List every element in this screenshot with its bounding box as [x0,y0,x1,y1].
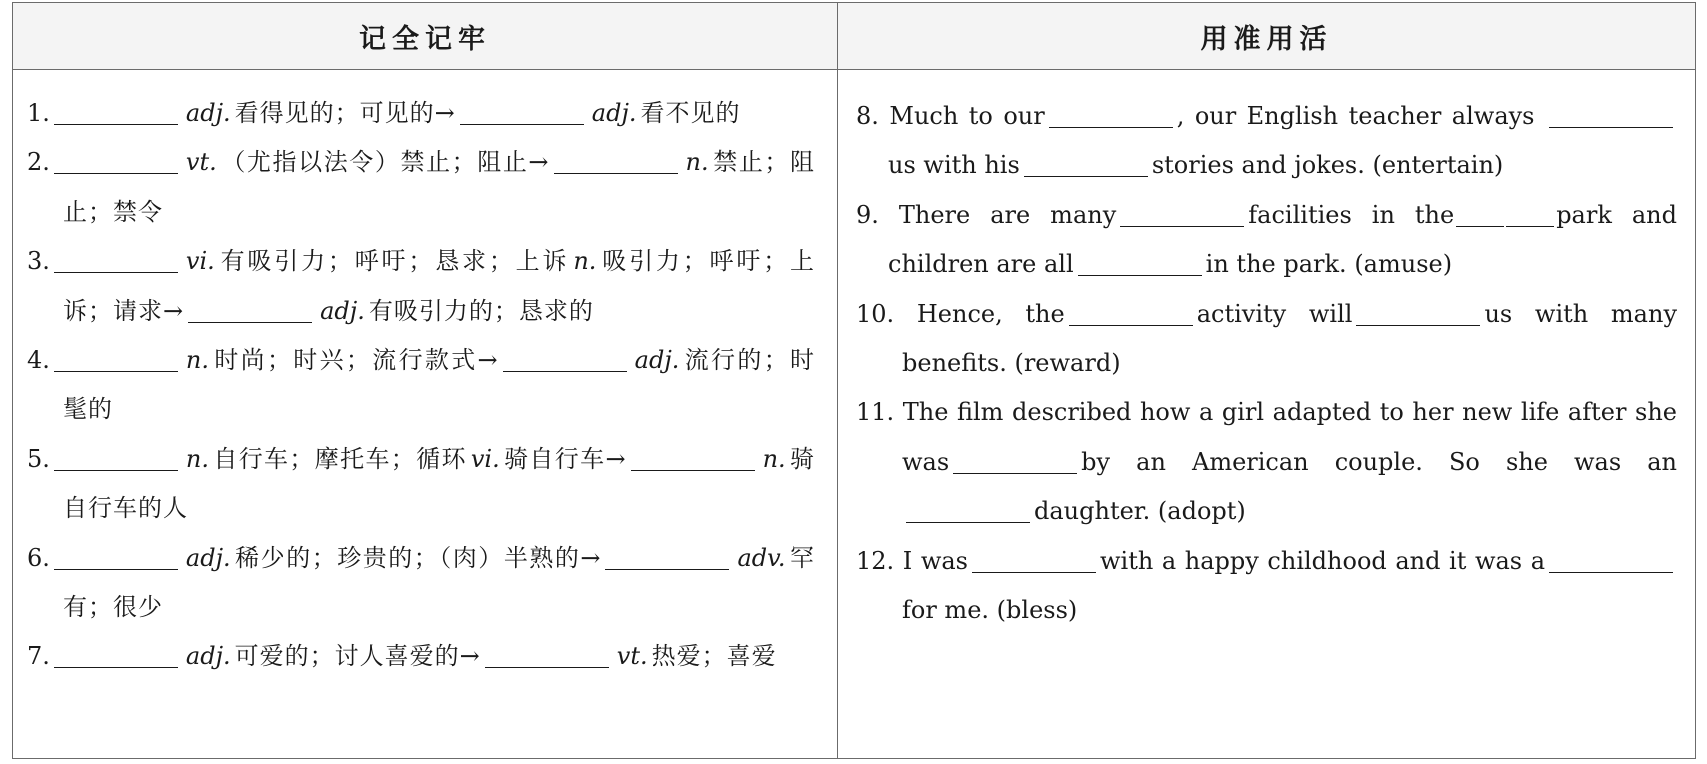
question-text: by an American couple. So she was an [1081,447,1677,476]
question-text: There are many [898,200,1117,229]
part-of-speech: n. [185,346,209,375]
word-hint: (adopt) [1157,497,1246,526]
answer-blank[interactable] [54,639,178,668]
item-number: 2. [27,148,50,177]
vocab-item-7 [27,632,815,681]
vocab-item-2 [27,138,815,237]
word-hint: (reward) [1014,349,1121,378]
question-12 [856,537,1677,636]
definition: （尤指以法令）禁止；阻止→ [220,148,550,177]
answer-blank[interactable] [631,442,755,471]
answer-blank[interactable] [54,244,178,273]
question-text: stories and jokes. [1151,151,1365,180]
question-text: I was [902,546,968,575]
part-of-speech: vt. [185,148,217,177]
part-of-speech: adv. [737,543,786,572]
answer-blank[interactable] [554,145,678,174]
question-text: Much to our [889,102,1045,130]
word-hint: (amuse) [1354,250,1453,279]
question-9 [856,191,1677,290]
answer-blank[interactable] [54,145,178,174]
question-text: with a happy childhood and it was a [1100,546,1545,575]
question-number: 10. [856,299,895,328]
part-of-speech: adj. [185,642,231,671]
question-number: 11. [856,398,895,427]
question-number: 12. [856,546,895,575]
vocab-item-3 [27,237,815,336]
definition: 看不见的 [640,99,741,127]
answer-blank[interactable] [1024,148,1148,177]
definition: 吸引力；呼吁；上诉；请求→ [63,247,816,325]
item-number: 6. [27,543,50,572]
item-number: 7. [27,642,50,671]
definition: 罕有；很少 [63,543,816,622]
part-of-speech: n. [685,148,709,177]
question-text: , our English teacher always [1176,102,1535,130]
question-text: for me. [902,596,990,625]
answer-blank[interactable] [1049,99,1173,128]
definition: 禁止；阻止；禁令 [63,148,816,226]
question-text: The film described how a girl adapted to her new life after she was [902,398,1677,476]
answer-blank[interactable] [1549,99,1673,128]
part-of-speech: adj. [185,99,231,127]
question-number: 8. [856,102,879,130]
answer-blank[interactable] [1356,297,1480,326]
answer-blank[interactable] [1456,198,1504,227]
question-text: in the park. [1205,250,1347,279]
question-text: park and children are all [888,200,1677,279]
answer-blank[interactable] [1078,247,1202,276]
answer-blank[interactable] [1549,544,1673,573]
part-of-speech: adj. [591,99,637,127]
answer-blank[interactable] [485,639,609,668]
question-10 [856,290,1677,389]
part-of-speech: adj. [634,346,680,375]
answer-blank[interactable] [953,445,1077,474]
definition: 骑自行车的人 [63,444,816,523]
vocab-item-4 [27,336,815,435]
answer-blank[interactable] [54,343,178,372]
definition: 热爱；喜爱 [651,642,777,671]
question-text: daughter. [1034,497,1151,526]
item-number: 3. [27,247,50,276]
vocab-item-6 [27,534,815,633]
part-of-speech: vt. [616,642,648,671]
definition: 稀少的；珍贵的；（肉）半熟的→ [234,543,602,572]
definition: 时尚；时兴；流行款式→ [213,346,499,375]
question-text: activity will [1196,299,1353,328]
answer-blank[interactable] [906,494,1030,523]
vocabulary-column [13,70,838,759]
item-number: 5. [27,444,50,473]
definition: 自行车；摩托车；循环 [213,444,467,473]
answer-blank[interactable] [188,294,312,323]
answer-blank[interactable] [54,442,178,471]
definition: 流行的；时髦的 [63,346,816,424]
part-of-speech: adj. [185,543,231,572]
answer-blank[interactable] [972,544,1096,573]
question-text: Hence, the [916,299,1065,328]
item-number: 4. [27,346,50,375]
answer-blank[interactable] [1120,198,1244,227]
question-number: 9. [856,200,879,229]
answer-blank[interactable] [54,96,178,125]
answer-blank[interactable] [460,96,584,125]
header-apply: 用准用活 [838,3,1696,70]
part-of-speech: vi. [470,444,500,473]
vocab-item-1 [27,89,815,138]
definition: 可爱的；讨人喜爱的→ [234,642,481,671]
answer-blank-continued[interactable] [1506,198,1554,227]
question-text: us with his [888,151,1020,180]
definition: 看得见的；可见的→ [234,99,456,127]
answer-blank[interactable] [54,541,178,570]
header-memorize: 记全记牢 [13,3,838,70]
part-of-speech: n. [573,247,597,276]
answer-blank[interactable] [503,343,627,372]
part-of-speech: adj. [320,296,365,325]
question-text: us with many benefits. [902,299,1677,378]
part-of-speech: n. [762,444,786,473]
question-text: facilities in the [1248,200,1455,229]
word-hint: (entertain) [1372,151,1504,180]
answer-blank[interactable] [1069,297,1193,326]
exercise-column [838,70,1696,759]
question-8 [856,92,1677,191]
vocabulary-worksheet-table [12,2,1696,759]
definition: 有吸引力；呼吁；恳求；上诉 [218,247,570,276]
definition: 有吸引力的；恳求的 [368,296,594,325]
part-of-speech: vi. [185,247,215,276]
part-of-speech: n. [185,444,209,473]
item-number: 1. [27,99,50,127]
answer-blank[interactable] [605,541,729,570]
definition: 骑自行车→ [503,444,627,473]
question-11 [856,388,1677,536]
vocab-item-5 [27,435,815,534]
word-hint: (bless) [996,596,1078,625]
